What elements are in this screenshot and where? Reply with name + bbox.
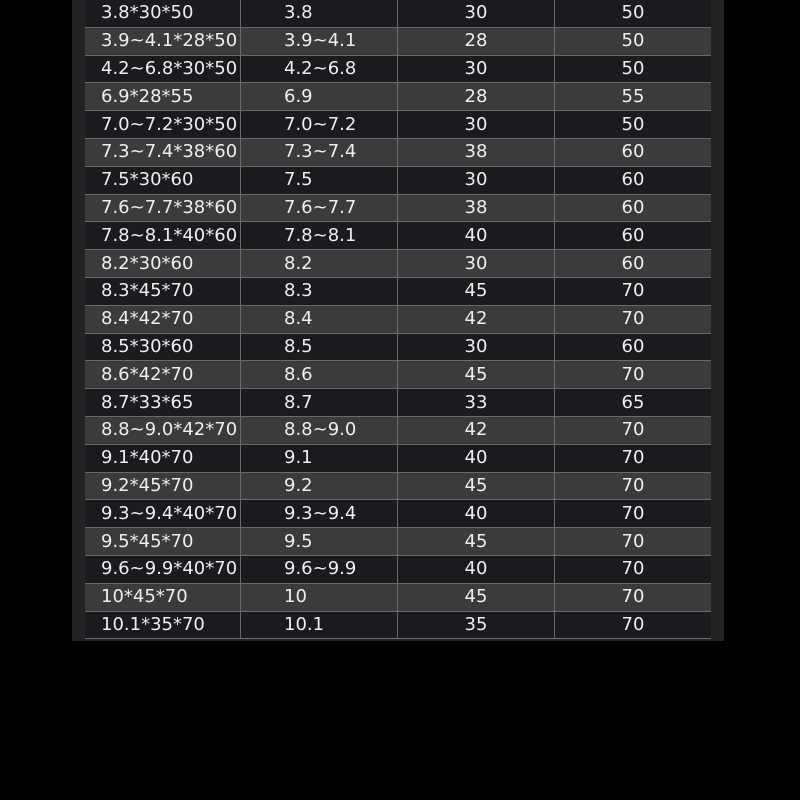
diameter-cell: 7.8~8.1 xyxy=(241,222,398,250)
spec-cell: 9.1*40*70 xyxy=(85,445,241,473)
total-length-cell: 70 xyxy=(555,417,711,445)
total-length-cell: 60 xyxy=(555,195,711,223)
spec-cell: 9.5*45*70 xyxy=(85,528,241,556)
length-cell: 30 xyxy=(398,167,555,195)
spec-cell: 4.2~6.8*30*50 xyxy=(85,56,241,84)
spec-table-body xyxy=(85,0,711,639)
table-row xyxy=(85,556,711,584)
table-row xyxy=(85,584,711,612)
total-length-cell: 70 xyxy=(555,278,711,306)
table-row xyxy=(85,56,711,84)
diameter-cell: 8.5 xyxy=(241,334,398,362)
spec-cell: 9.6~9.9*40*70 xyxy=(85,556,241,584)
diameter-cell: 8.6 xyxy=(241,361,398,389)
table-row xyxy=(85,139,711,167)
total-length-cell: 60 xyxy=(555,250,711,278)
length-cell: 38 xyxy=(398,139,555,167)
table-row xyxy=(85,28,711,56)
table-row xyxy=(85,83,711,111)
spec-table xyxy=(85,0,711,639)
total-length-cell: 70 xyxy=(555,528,711,556)
length-cell: 30 xyxy=(398,56,555,84)
length-cell: 42 xyxy=(398,417,555,445)
table-row xyxy=(85,612,711,640)
table-row xyxy=(85,278,711,306)
diameter-cell: 4.2~6.8 xyxy=(241,56,398,84)
total-length-cell: 50 xyxy=(555,0,711,28)
spec-cell: 7.5*30*60 xyxy=(85,167,241,195)
length-cell: 45 xyxy=(398,528,555,556)
total-length-cell: 70 xyxy=(555,500,711,528)
table-row xyxy=(85,361,711,389)
total-length-cell: 50 xyxy=(555,111,711,139)
length-cell: 40 xyxy=(398,222,555,250)
total-length-cell: 70 xyxy=(555,556,711,584)
length-cell: 45 xyxy=(398,473,555,501)
total-length-cell: 60 xyxy=(555,222,711,250)
diameter-cell: 9.3~9.4 xyxy=(241,500,398,528)
length-cell: 30 xyxy=(398,111,555,139)
total-length-cell: 50 xyxy=(555,56,711,84)
total-length-cell: 70 xyxy=(555,612,711,640)
diameter-cell: 9.1 xyxy=(241,445,398,473)
spec-cell: 9.3~9.4*40*70 xyxy=(85,500,241,528)
length-cell: 33 xyxy=(398,389,555,417)
length-cell: 28 xyxy=(398,83,555,111)
table-row xyxy=(85,306,711,334)
spec-cell: 7.0~7.2*30*50 xyxy=(85,111,241,139)
total-length-cell: 70 xyxy=(555,473,711,501)
diameter-cell: 9.5 xyxy=(241,528,398,556)
diameter-cell: 9.6~9.9 xyxy=(241,556,398,584)
spec-cell: 10*45*70 xyxy=(85,584,241,612)
diameter-cell: 10 xyxy=(241,584,398,612)
table-row xyxy=(85,473,711,501)
length-cell: 40 xyxy=(398,556,555,584)
spec-cell: 10.1*35*70 xyxy=(85,612,241,640)
length-cell: 30 xyxy=(398,250,555,278)
table-row xyxy=(85,528,711,556)
spec-cell: 8.6*42*70 xyxy=(85,361,241,389)
table-row xyxy=(85,0,711,28)
length-cell: 38 xyxy=(398,195,555,223)
table-row xyxy=(85,445,711,473)
total-length-cell: 60 xyxy=(555,139,711,167)
diameter-cell: 3.9~4.1 xyxy=(241,28,398,56)
diameter-cell: 3.8 xyxy=(241,0,398,28)
table-row xyxy=(85,334,711,362)
length-cell: 45 xyxy=(398,584,555,612)
spec-cell: 8.5*30*60 xyxy=(85,334,241,362)
spec-cell: 6.9*28*55 xyxy=(85,83,241,111)
diameter-cell: 6.9 xyxy=(241,83,398,111)
diameter-cell: 7.0~7.2 xyxy=(241,111,398,139)
table-row xyxy=(85,167,711,195)
total-length-cell: 50 xyxy=(555,28,711,56)
total-length-cell: 60 xyxy=(555,334,711,362)
spec-cell: 3.8*30*50 xyxy=(85,0,241,28)
table-row xyxy=(85,500,711,528)
table-row xyxy=(85,250,711,278)
total-length-cell: 70 xyxy=(555,445,711,473)
length-cell: 45 xyxy=(398,361,555,389)
length-cell: 35 xyxy=(398,612,555,640)
diameter-cell: 10.1 xyxy=(241,612,398,640)
diameter-cell: 7.6~7.7 xyxy=(241,195,398,223)
diameter-cell: 7.5 xyxy=(241,167,398,195)
table-row xyxy=(85,222,711,250)
spec-cell: 9.2*45*70 xyxy=(85,473,241,501)
length-cell: 45 xyxy=(398,278,555,306)
spec-cell: 7.6~7.7*38*60 xyxy=(85,195,241,223)
total-length-cell: 55 xyxy=(555,83,711,111)
spec-cell: 8.4*42*70 xyxy=(85,306,241,334)
spec-cell: 8.8~9.0*42*70 xyxy=(85,417,241,445)
diameter-cell: 8.7 xyxy=(241,389,398,417)
diameter-cell: 8.4 xyxy=(241,306,398,334)
table-row xyxy=(85,417,711,445)
length-cell: 30 xyxy=(398,334,555,362)
diameter-cell: 8.3 xyxy=(241,278,398,306)
total-length-cell: 65 xyxy=(555,389,711,417)
diameter-cell: 8.2 xyxy=(241,250,398,278)
diameter-cell: 8.8~9.0 xyxy=(241,417,398,445)
length-cell: 30 xyxy=(398,0,555,28)
total-length-cell: 70 xyxy=(555,306,711,334)
table-row xyxy=(85,389,711,417)
table-row xyxy=(85,195,711,223)
diameter-cell: 7.3~7.4 xyxy=(241,139,398,167)
length-cell: 42 xyxy=(398,306,555,334)
total-length-cell: 70 xyxy=(555,361,711,389)
length-cell: 40 xyxy=(398,445,555,473)
spec-cell: 8.7*33*65 xyxy=(85,389,241,417)
spec-cell: 8.2*30*60 xyxy=(85,250,241,278)
length-cell: 28 xyxy=(398,28,555,56)
length-cell: 40 xyxy=(398,500,555,528)
spec-cell: 7.8~8.1*40*60 xyxy=(85,222,241,250)
spec-cell: 7.3~7.4*38*60 xyxy=(85,139,241,167)
spec-cell: 8.3*45*70 xyxy=(85,278,241,306)
spec-cell: 3.9~4.1*28*50 xyxy=(85,28,241,56)
diameter-cell: 9.2 xyxy=(241,473,398,501)
total-length-cell: 60 xyxy=(555,167,711,195)
table-row xyxy=(85,111,711,139)
total-length-cell: 70 xyxy=(555,584,711,612)
